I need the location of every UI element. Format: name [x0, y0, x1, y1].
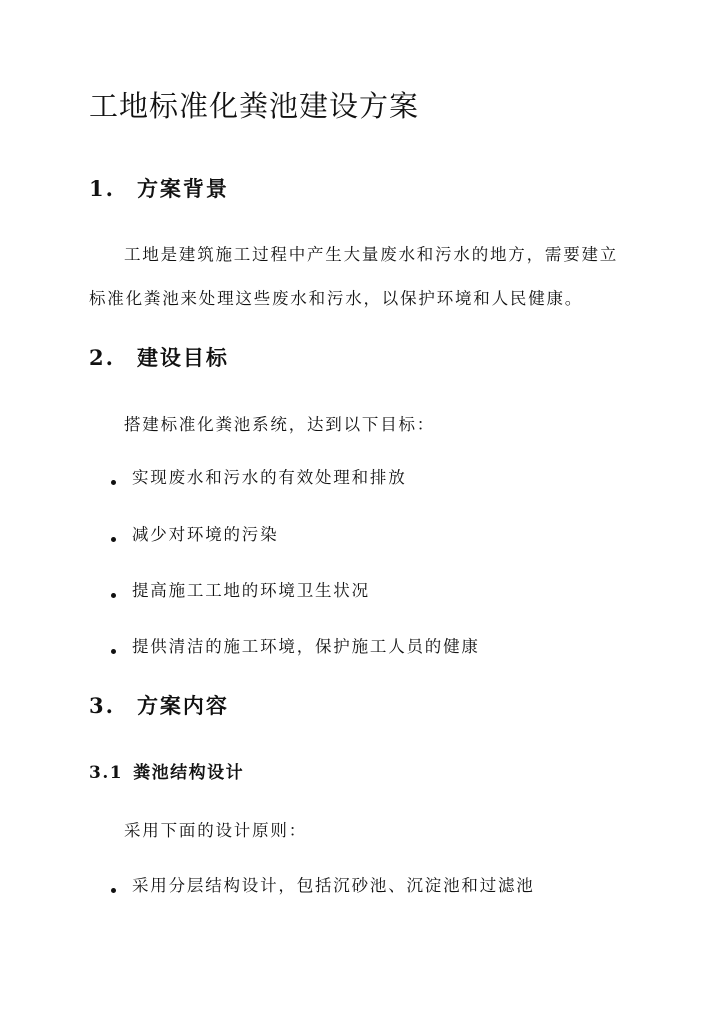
section-1-number: 1.	[89, 176, 115, 201]
subsection-3-1-number: 3.1	[89, 763, 124, 783]
bullet-dot	[111, 537, 116, 542]
section-1-paragraph-line-1: 工地是建筑施工过程中产生大量废水和污水的地方，需要建立	[124, 245, 619, 264]
subsection-3-1-heading	[89, 760, 244, 786]
section-1-heading	[89, 174, 229, 204]
section-1-paragraph-line-2: 标准化粪池来处理这些废水和污水，以保护环境和人民健康。	[89, 289, 584, 308]
section-2-title: 建设目标	[136, 345, 229, 370]
section-2-heading	[89, 343, 229, 373]
subsection-3-1-bullet-1: 采用分层结构设计，包括沉砂池、沉淀池和过滤池	[132, 876, 535, 895]
section-3-heading	[89, 691, 229, 721]
bullet-dot	[111, 888, 116, 893]
section-2-number: 2.	[89, 345, 115, 370]
subsection-3-1-intro: 采用下面的设计原则：	[124, 821, 307, 840]
bullet-dot	[111, 593, 116, 598]
subsection-3-1-title: 粪池结构设计	[133, 763, 245, 783]
section-2-bullet-4: 提供清洁的施工环境，保护施工人员的健康	[132, 637, 480, 656]
section-2-bullet-1: 实现废水和污水的有效处理和排放	[132, 468, 407, 487]
section-3-number: 3.	[89, 693, 115, 718]
bullet-dot	[111, 649, 116, 654]
section-3-title: 方案内容	[136, 693, 229, 718]
section-2-bullet-2: 减少对环境的污染	[132, 525, 279, 544]
section-1-title: 方案背景	[136, 176, 229, 201]
section-2-bullet-3: 提高施工工地的环境卫生状况	[132, 581, 370, 600]
section-2-intro: 搭建标准化粪池系统，达到以下目标：	[124, 415, 436, 434]
document-title: 工地标准化粪池建设方案	[89, 89, 420, 123]
bullet-dot	[111, 480, 116, 485]
